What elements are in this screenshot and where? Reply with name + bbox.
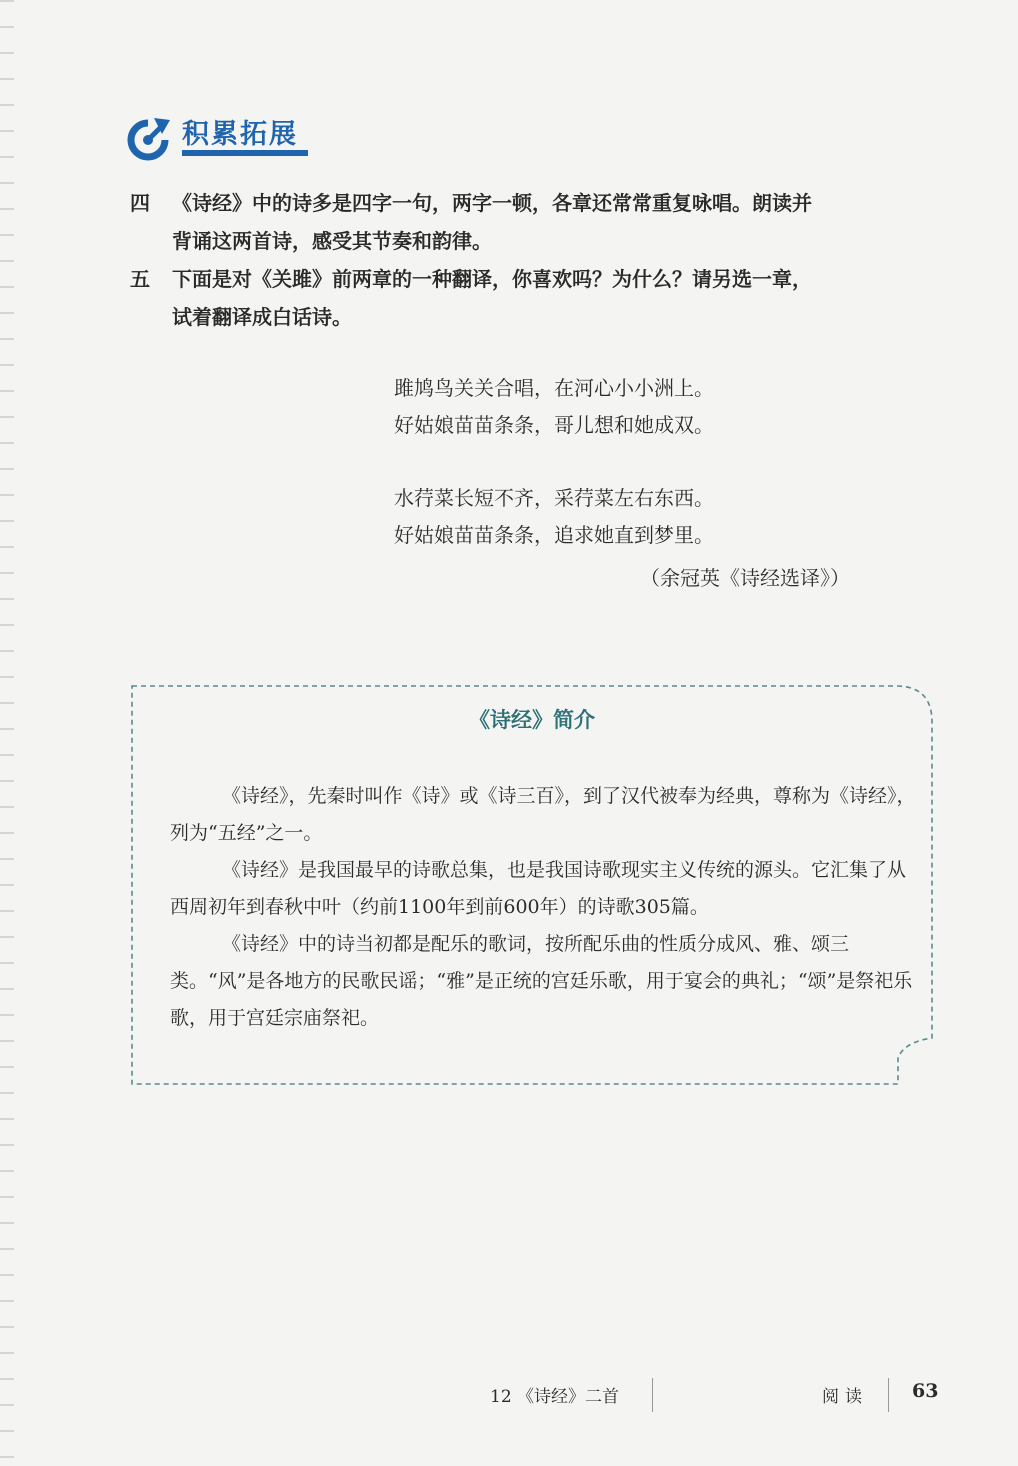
binding-edge bbox=[0, 0, 14, 1466]
exercise-number: 四 bbox=[130, 191, 150, 215]
poem-source: （余冠英《诗经选译》） bbox=[640, 566, 850, 590]
poem-line: 雎鸠鸟关关合唱，在河心小小洲上。 bbox=[394, 376, 714, 400]
intro-paragraph: 《诗经》中的诗当初都是配乐的歌词，按所配乐曲的性质分成风、雅、颂三类。“风”是各地方的民歌民谣；“雅”是正统的宫廷乐歌，用于宴会的典礼；“颂”是祭祀乐歌，用于宫廷宗庙祭祀。 bbox=[170, 933, 913, 1029]
poem-translation bbox=[394, 370, 874, 590]
poem-stanza bbox=[394, 370, 874, 444]
footer-divider bbox=[888, 1378, 889, 1412]
poem-line: 好姑娘苗苗条条，哥儿想和她成双。 bbox=[394, 413, 714, 437]
lesson-title: 12 《诗经》二首 bbox=[490, 1387, 620, 1407]
footer-divider bbox=[652, 1378, 653, 1412]
intro-paragraph: 《诗经》是我国最早的诗歌总集，也是我国诗歌现实主义传统的源头。它汇集了从西周初年到春秋中叶（约前1100年到前600年）的诗歌305篇。 bbox=[170, 859, 907, 918]
poem-line: 水荇菜长短不齐，采荇菜左右东西。 bbox=[394, 486, 714, 510]
exercise-line: 《诗经》中的诗多是四字一句，两字一顿，各章还常常重复咏唱。朗读并 bbox=[172, 191, 812, 215]
page-footer bbox=[0, 1378, 1018, 1414]
unit-name: 阅读 bbox=[822, 1387, 868, 1407]
section-underline bbox=[182, 150, 308, 156]
section-header bbox=[126, 108, 316, 164]
exercise-4 bbox=[130, 184, 950, 260]
section-title: 积累拓展 bbox=[182, 119, 298, 150]
exercise-line: 背诵这两首诗，感受其节奏和韵律。 bbox=[172, 229, 492, 253]
intro-body bbox=[170, 778, 918, 1037]
exercise-number: 五 bbox=[130, 267, 150, 291]
page-number: 63 bbox=[912, 1380, 939, 1402]
intro-paragraph: 《诗经》，先秦时叫作《诗》或《诗三百》，到了汉代被奉为经典，尊称为《诗经》，列为“五经”之一。 bbox=[170, 785, 916, 844]
exercise-line: 下面是对《关雎》前两章的一种翻译，你喜欢吗？为什么？请另选一章， bbox=[172, 267, 812, 291]
intro-title: 《诗经》简介 bbox=[469, 708, 595, 732]
exercise-line: 试着翻译成白话诗。 bbox=[172, 305, 352, 329]
intro-box bbox=[126, 682, 938, 1088]
poem-line: 好姑娘苗苗条条，追求她直到梦里。 bbox=[394, 523, 714, 547]
refresh-arrow-icon bbox=[126, 114, 174, 162]
exercise-5 bbox=[130, 260, 950, 336]
poem-stanza bbox=[394, 480, 874, 554]
